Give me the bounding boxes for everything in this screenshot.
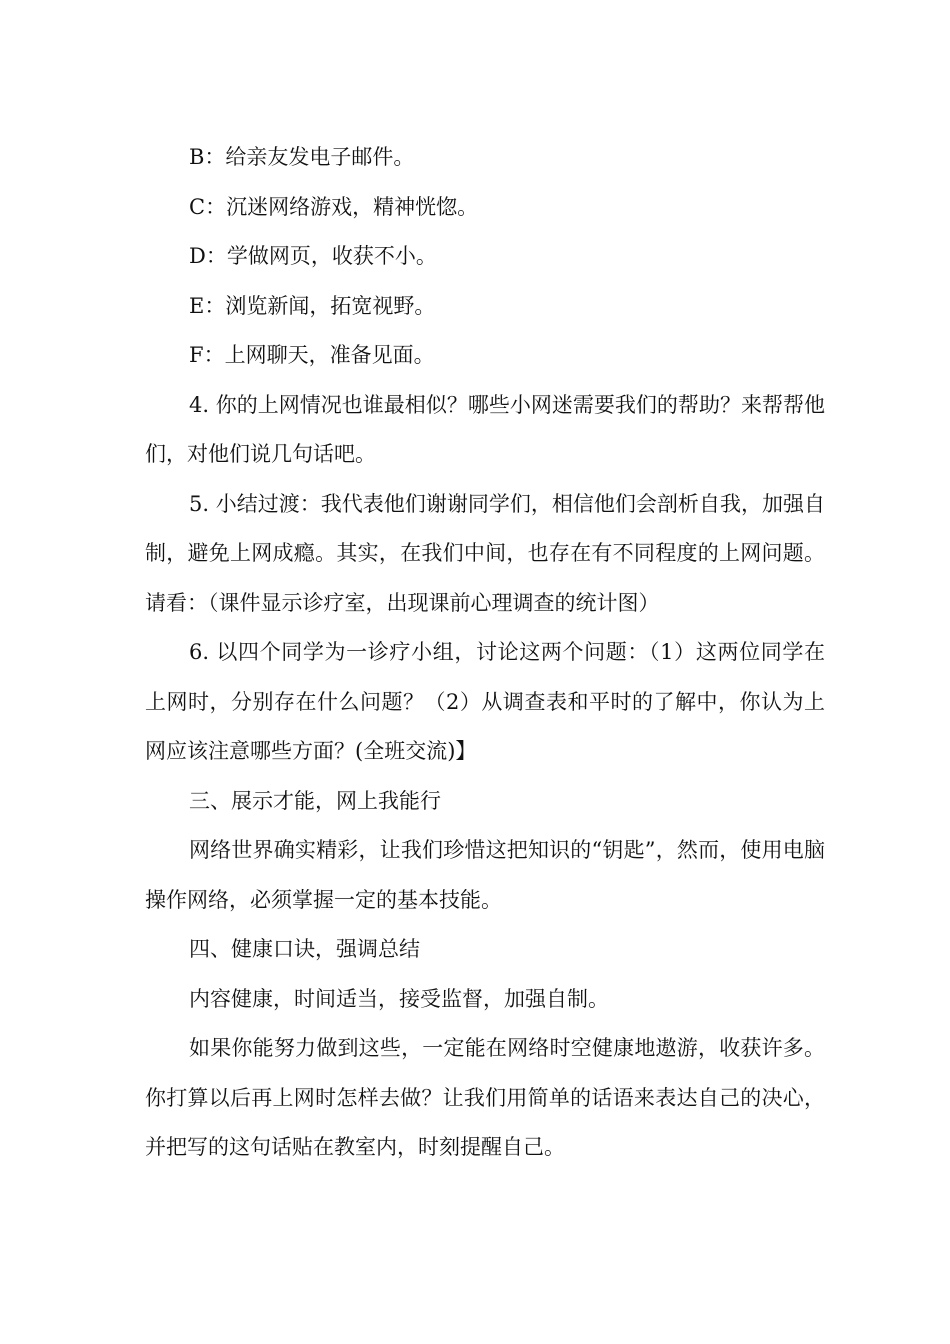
closing-paragraph: 如果你能努力做到这些，一定能在网络时空健康地遨游，收获许多。你打算以后再上网时怎样去做？让我们用简单的话语来表达自己的决心，并把写的这句话贴在教室内，时刻提醒自己。 [145,1036,825,1159]
step-6: 6. 以四个同学为一诊疗小组，讨论这两个问题：（1）这两位同学在上网时，分别存在什么问题？（2）从调查表和平时的了解中，你认为上网应该注意哪些方面？(全班交流)】 [145,640,825,763]
option-b: B：给亲友发电子邮件。 [189,145,415,169]
section-3-heading: 三、展示才能，网上我能行 [189,788,441,813]
step-5: 5. 小结过渡：我代表他们谢谢同学们，相信他们会剖析自我，加强自制，避免上网成瘾。其实，在我们中间，也存在有不同程度的上网问题。请看：（课件显示诊疗室，出现课前心理调查的统计图） [145,491,825,615]
option-e: E：浏览新闻，拓宽视野。 [189,293,436,318]
option-d: D：学做网页，收获不小。 [189,244,437,268]
option-f: F：上网聊天，准备见面。 [189,343,435,367]
step-4: 4. 你的上网情况也谁最相似？哪些小网迷需要我们的帮助？来帮帮他们，对他们说几句话吧。 [145,392,825,466]
document-body [145,133,825,1173]
option-c: C：沉迷网络游戏，精神恍惚。 [189,194,479,219]
section-4-heading: 四、健康口诀，强调总结 [189,937,420,961]
health-slogan: 内容健康，时间适当，接受监督，加强自制。 [189,986,609,1011]
section-3-body: 网络世界确实精彩，让我们珍惜这把知识的“钥匙”，然而，使用电脑操作网络，必须掌握一定的基本技能。 [145,838,825,912]
